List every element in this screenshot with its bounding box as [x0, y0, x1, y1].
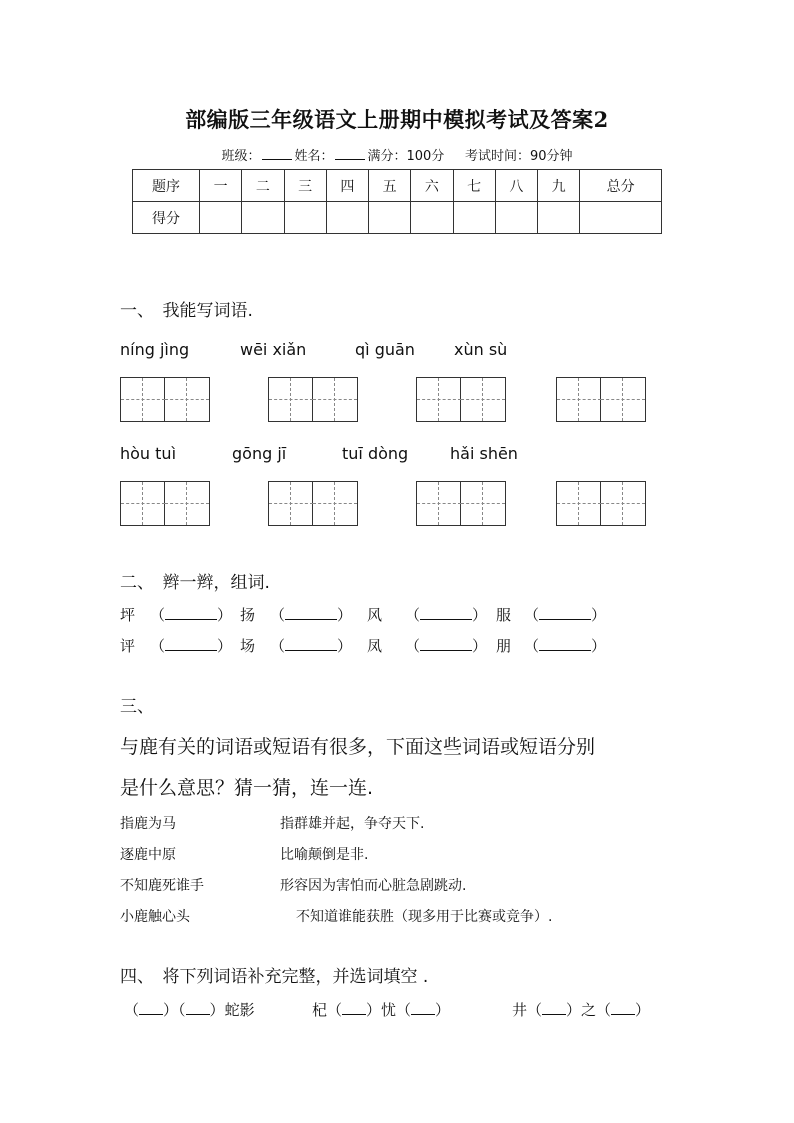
left-paren: （ [524, 606, 540, 624]
idiom-text: 井（ [512, 1001, 543, 1019]
idiom-suffix: 蛇影 [224, 1001, 255, 1019]
score-input-cell[interactable] [242, 202, 284, 234]
score-cell: 五 [369, 170, 411, 202]
section2-heading: 二、 辫一辫，组词. [120, 573, 270, 593]
match-left-item[interactable]: 小鹿触心头 [120, 909, 190, 925]
pinyin-label: gōng jī [232, 444, 287, 463]
left-paren: （ [524, 637, 540, 655]
section3-heading: 三、 [120, 697, 154, 717]
right-paren: ） [163, 1001, 179, 1019]
exam-info-line [0, 145, 794, 164]
writing-grid[interactable] [268, 481, 358, 526]
score-cell: 二 [242, 170, 284, 202]
name-label: 姓名： [294, 149, 334, 164]
score-row-label: 得分 [133, 202, 200, 234]
left-paren: （ [270, 637, 286, 655]
section3-question: 是什么意思？猜一猜，连一连. [120, 777, 374, 799]
fill-blank[interactable] [150, 635, 232, 656]
section1-heading: 一、 我能写词语. [120, 301, 253, 321]
page-title: 部编版三年级语文上册期中模拟考试及答案2 [185, 107, 609, 132]
word-char: 坪 [120, 606, 136, 624]
match-right-item[interactable]: 形容因为害怕而心脏急剧跳动. [280, 878, 467, 894]
match-left-item[interactable]: 指鹿为马 [120, 816, 176, 832]
right-paren: ） [337, 637, 353, 655]
section3-question: 与鹿有关的词语或短语有很多，下面这些词语或短语分别 [120, 736, 596, 758]
word-char: 场 [240, 637, 256, 655]
match-left-item[interactable]: 逐鹿中原 [120, 847, 176, 863]
score-cell: 七 [453, 170, 495, 202]
fill-blank[interactable] [524, 635, 606, 656]
left-paren: （ [150, 637, 166, 655]
idiom-fill-3[interactable] [512, 999, 650, 1020]
fill-blank[interactable] [405, 635, 487, 656]
score-cell: 九 [538, 170, 580, 202]
fill-blank[interactable] [405, 604, 487, 625]
fill-blank[interactable] [150, 604, 232, 625]
score-cell: 三 [284, 170, 326, 202]
match-right-item[interactable]: 不知道谁能获胜（现多用于比赛或竞争）. [296, 909, 553, 925]
name-blank[interactable] [335, 147, 365, 160]
left-paren: （ [405, 637, 421, 655]
idiom-fill-1[interactable] [124, 999, 255, 1020]
word-char: 扬 [240, 606, 256, 624]
score-cell: 六 [411, 170, 453, 202]
left-paren: （ [270, 606, 286, 624]
idiom-text: 杞（ [312, 1001, 343, 1019]
match-left-item[interactable]: 不知鹿死谁手 [120, 878, 204, 894]
fill-blank[interactable] [524, 604, 606, 625]
writing-grid[interactable] [556, 481, 646, 526]
right-paren: ） [337, 606, 353, 624]
writing-grid[interactable] [556, 377, 646, 422]
word-char: 服 [496, 606, 512, 624]
left-paren: （ [405, 606, 421, 624]
score-input-cell[interactable] [326, 202, 368, 234]
pinyin-label: hòu tuì [120, 444, 177, 463]
writing-grid[interactable] [268, 377, 358, 422]
pinyin-label: hǎi shēn [450, 444, 518, 463]
word-char: 评 [120, 637, 136, 655]
class-blank[interactable] [262, 147, 292, 160]
fill-blank[interactable] [270, 635, 352, 656]
left-paren: （ [150, 606, 166, 624]
match-right-item[interactable]: 比喻颠倒是非. [280, 847, 369, 863]
pinyin-label: wēi xiǎn [240, 340, 307, 359]
idiom-text: ）之（ [566, 1001, 612, 1019]
score-cell: 八 [495, 170, 537, 202]
full-score: 满分：100分 [367, 149, 445, 164]
score-input-cell[interactable] [495, 202, 537, 234]
score-table [132, 169, 662, 234]
score-input-cell[interactable] [200, 202, 242, 234]
right-paren: ） [591, 606, 607, 624]
left-paren: （ [178, 1001, 186, 1019]
score-table-score-row [133, 202, 662, 234]
score-input-cell[interactable] [580, 202, 662, 234]
pinyin-label: níng jìng [120, 340, 190, 359]
fill-blank[interactable] [270, 604, 352, 625]
exam-time: 考试时间：90分钟 [464, 149, 573, 164]
idiom-text: ） [635, 1001, 651, 1019]
word-char: 朋 [496, 637, 512, 655]
section4-heading: 四、 将下列词语补充完整，并选词填空 . [120, 967, 429, 987]
writing-grid[interactable] [416, 377, 506, 422]
right-paren: ） [209, 1001, 225, 1019]
left-paren: （ [124, 1001, 140, 1019]
idiom-text: ） [435, 1001, 451, 1019]
score-table-header-row [133, 170, 662, 202]
idiom-fill-2[interactable] [312, 999, 450, 1020]
pinyin-label: qì guān [355, 340, 415, 359]
right-paren: ） [217, 637, 233, 655]
match-right-item[interactable]: 指群雄并起，争夺天下. [280, 816, 425, 832]
writing-grid[interactable] [120, 377, 210, 422]
word-char: 凤 [367, 637, 383, 655]
pinyin-label: xùn sù [454, 340, 508, 359]
score-input-cell[interactable] [369, 202, 411, 234]
score-input-cell[interactable] [411, 202, 453, 234]
score-cell: 四 [326, 170, 368, 202]
right-paren: ） [472, 637, 488, 655]
score-cell: 一 [200, 170, 242, 202]
pinyin-label: tuī dòng [342, 444, 409, 463]
word-char: 风 [367, 606, 383, 624]
writing-grid[interactable] [120, 481, 210, 526]
score-input-cell[interactable] [284, 202, 326, 234]
right-paren: ） [217, 606, 233, 624]
class-label: 班级： [221, 149, 261, 164]
idiom-text: ）忧（ [366, 1001, 412, 1019]
score-cell: 题序 [133, 170, 200, 202]
right-paren: ） [591, 637, 607, 655]
writing-grid[interactable] [416, 481, 506, 526]
score-input-cell[interactable] [453, 202, 495, 234]
score-input-cell[interactable] [538, 202, 580, 234]
score-cell: 总分 [580, 170, 662, 202]
right-paren: ） [472, 606, 488, 624]
